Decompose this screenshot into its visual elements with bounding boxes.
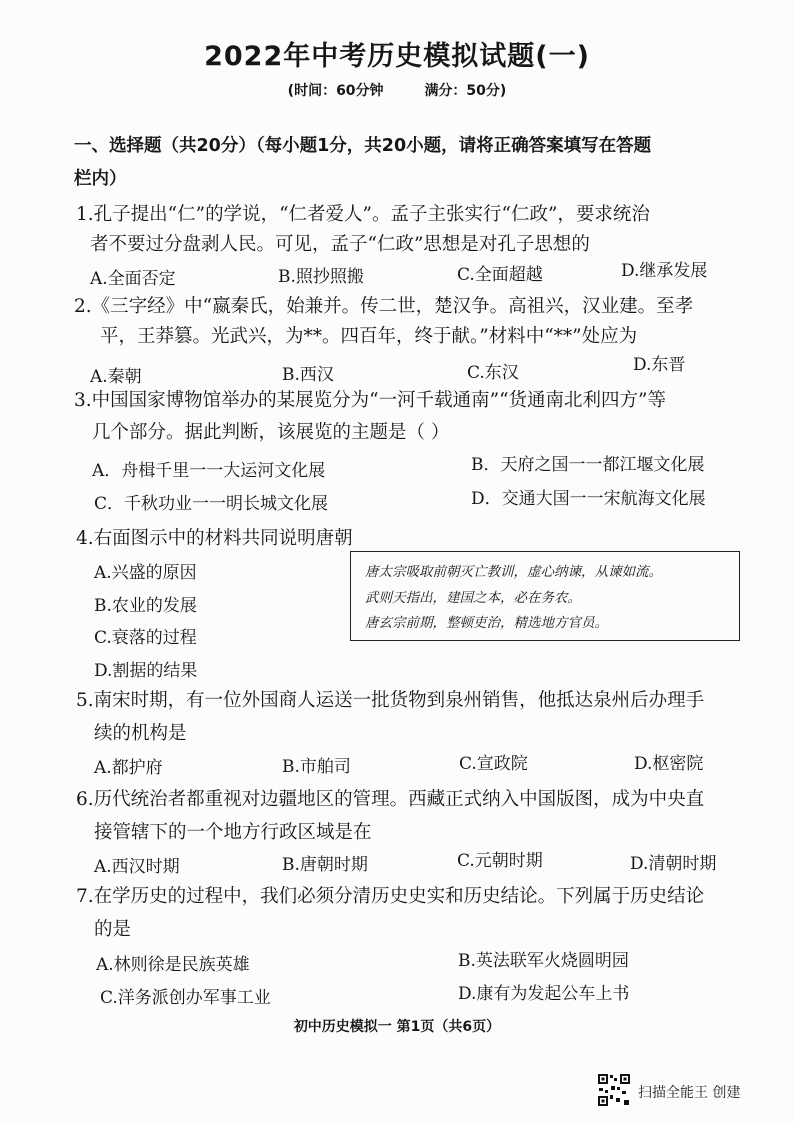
q4-option-a: A.兴盛的原因	[94, 563, 197, 583]
q4-option-c: C.衰落的过程	[94, 628, 197, 648]
q2-stem-line1: 2.《三字经》中“嬴秦氏，始兼并。传二世，楚汉争。高祖兴，汉业建。至孝	[74, 296, 694, 317]
q7-option-d: D.康有为发起公车上书	[458, 984, 630, 1004]
exam-time: (时间：60分钟	[287, 83, 384, 99]
q4-option-b: B.农业的发展	[94, 596, 197, 616]
q1-stem-line2: 者不要过分盘剥人民。可见，孟子“仁政”思想是对孔子思想的	[90, 234, 590, 255]
page-footer: 初中历史模拟一 第1页（共6页）	[293, 1019, 501, 1035]
q5-option-c: C.宣政院	[459, 754, 528, 774]
q4-material-line1: 唐太宗吸取前朝灭亡教训，虚心纳谏，从谏如流。	[365, 564, 662, 580]
q5-option-a: A.都护府	[94, 758, 163, 778]
q2-stem-line2: 平，王莽篡。光武兴，为**。四百年，终于献。”材料中“**”处应为	[100, 326, 638, 347]
q6-option-c: C.元朝时期	[457, 851, 543, 871]
qr-code-icon	[597, 1073, 631, 1107]
q2-option-d: D.东晋	[633, 355, 686, 375]
q1-option-a: A.全面否定	[90, 269, 176, 289]
q7-option-c: C.洋务派创办军事工业	[100, 988, 271, 1008]
q4-option-d: D.割据的结果	[94, 661, 198, 681]
q6-option-b: B.唐朝时期	[282, 855, 368, 875]
q5-stem-line2: 续的机构是	[94, 723, 187, 744]
exam-title: 2022年中考历史模拟试题(一)	[204, 41, 590, 72]
q7-stem-line2: 的是	[94, 919, 132, 940]
q7-stem-line1: 7.在学历史的过程中，我们必须分清历史史实和历史结论。下列属于历史结论	[76, 886, 705, 907]
q3-option-b: B．天府之国一一都江堰文化展	[471, 455, 705, 475]
q7-option-b: B.英法联军火烧圆明园	[458, 951, 629, 971]
q3-option-d: D．交通大国一一宋航海文化展	[471, 489, 706, 509]
q6-option-d: D.清朝时期	[630, 854, 717, 874]
q1-stem-line1: 1.孔子提出“仁”的学说，“仁者爱人”。孟子主张实行“仁政”，要求统治	[76, 204, 650, 225]
section-heading-line1: 一、选择题（共20分）（每小题1分，共20小题，请将正确答案填写在答题	[74, 136, 652, 156]
q1-option-d: D.继承发展	[621, 261, 708, 281]
q3-option-c: C．千秋功业一一明长城文化展	[94, 494, 329, 514]
exam-subtitle	[0, 80, 794, 100]
q3-stem-line1: 3.中国国家博物馆举办的某展览分为“一河千载通南”“货通南北利四方”等	[74, 390, 666, 411]
q1-option-c: C.全面超越	[457, 265, 543, 285]
scanner-watermark: 扫描全能王 创建	[638, 1085, 741, 1101]
q6-stem-line1: 6.历代统治者都重视对边疆地区的管理。西藏正式纳入中国版图，成为中央直	[76, 789, 705, 810]
q7-option-a: A.林则徐是民族英雄	[96, 955, 250, 975]
q6-option-a: A.西汉时期	[94, 857, 180, 877]
q2-option-b: B.西汉	[282, 365, 334, 385]
exam-score: 满分：50分)	[424, 83, 507, 99]
q3-stem-line2: 几个部分。据此判断，该展览的主题是（ ）	[92, 422, 450, 443]
q4-stem-line1: 4.右面图示中的材料共同说明唐朝	[76, 528, 353, 549]
q4-material-box	[350, 551, 740, 641]
q4-material-line3: 唐玄宗前期，整顿吏治，精选地方官员。	[365, 615, 608, 631]
q2-option-c: C.东汉	[467, 363, 519, 383]
q1-option-b: B.照抄照搬	[278, 267, 364, 287]
q3-option-a: A．舟楫千里一一大运河文化展	[92, 461, 326, 481]
q4-material-line2: 武则天指出，建国之本，必在务农。	[365, 590, 581, 606]
section-heading	[74, 130, 651, 196]
q2-option-a: A.秦朝	[90, 367, 142, 387]
q6-stem-line2: 接管辖下的一个地方行政区域是在	[94, 822, 372, 843]
section-heading-line2: 栏内）	[74, 169, 127, 189]
q5-option-b: B.市舶司	[282, 757, 351, 777]
q5-option-d: D.枢密院	[634, 754, 704, 774]
q5-stem-line1: 5.南宋时期，有一位外国商人运送一批货物到泉州销售，他抵达泉州后办理手	[76, 690, 705, 711]
